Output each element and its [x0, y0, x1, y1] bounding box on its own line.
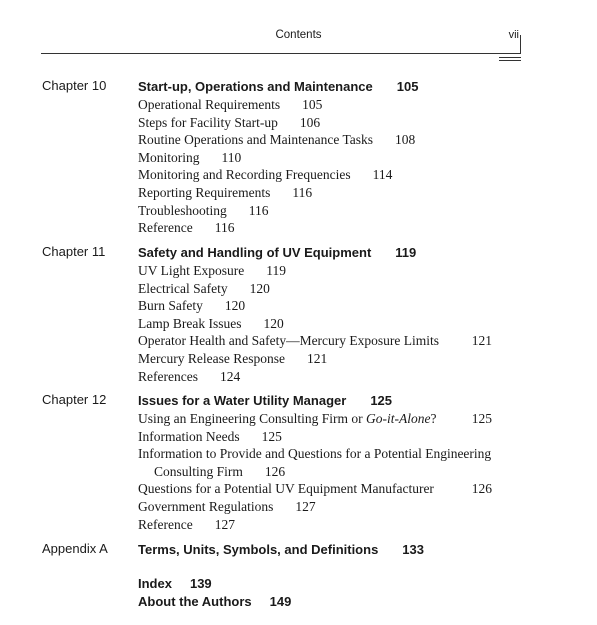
chapter-page-number: 125 — [370, 393, 393, 408]
toc-entry-text: Operational Requirements — [138, 97, 281, 112]
toc-entry-suffix: ? — [430, 411, 437, 426]
toc-entry[interactable] — [138, 297, 528, 315]
chapter-label: Chapter 11 — [42, 244, 106, 259]
back-matter-text: Index — [138, 576, 172, 591]
toc-entry[interactable] — [138, 184, 528, 202]
toc-entry[interactable] — [138, 166, 528, 184]
toc-entry[interactable] — [138, 445, 528, 463]
toc-entry[interactable] — [138, 480, 528, 498]
toc-entry-text: Monitoring — [138, 149, 200, 165]
toc-entry-page: 110 — [221, 149, 242, 165]
toc-entry[interactable] — [138, 410, 528, 428]
toc-index-entry[interactable] — [138, 575, 291, 593]
toc-entry-text: Routine Operations and Maintenance Tasks — [138, 132, 373, 148]
header-rule — [41, 53, 521, 54]
toc-entry[interactable] — [138, 498, 528, 516]
toc-entry[interactable] — [138, 149, 528, 167]
running-header-title: Contents — [275, 29, 322, 41]
toc-entry-text: Government Regulations — [138, 498, 274, 514]
appendix-title[interactable] — [138, 541, 528, 559]
toc-entry-text: Lamp Break Issues — [138, 315, 242, 331]
appendix-title-text: Terms, Units, Symbols, and Definitions — [138, 542, 379, 557]
toc-entry-continuation[interactable] — [138, 463, 528, 481]
chapter-title[interactable] — [138, 244, 528, 262]
toc-entry-page: 126 — [471, 481, 492, 497]
chapter-title-text: Issues for a Water Utility Manager — [138, 393, 347, 408]
toc-entry-text: Mercury Release Response — [138, 350, 285, 366]
running-header-page-number: vii — [508, 29, 519, 41]
toc-entry-text: Troubleshooting — [138, 202, 227, 218]
toc-entry-text: Information to Provide and Questions for a Potential Engineering — [138, 446, 492, 462]
back-matter-text: About the Authors — [138, 593, 252, 609]
toc-entry-page: 119 — [266, 263, 286, 278]
toc-entry-page: 121 — [306, 350, 328, 366]
toc-entry[interactable] — [138, 202, 528, 220]
toc-entry[interactable] — [138, 262, 528, 280]
chapter-title[interactable] — [138, 78, 528, 96]
toc-entry-page: 125 — [261, 428, 282, 444]
toc-entry-text: Information Needs — [138, 428, 240, 444]
toc-entry-text: Electrical Safety — [138, 280, 228, 296]
toc-entry-text: Operator Health and Safety—Mercury Exposure Limits — [138, 333, 440, 349]
toc-about-authors-entry[interactable] — [138, 593, 291, 611]
chapter-title-text: Start-up, Operations and Maintenance — [138, 79, 373, 94]
toc-back-matter — [138, 575, 291, 610]
toc-entry-text: Reporting Requirements — [138, 184, 271, 200]
toc-entry[interactable] — [138, 368, 528, 386]
toc-entry[interactable] — [138, 114, 528, 132]
chapter-title[interactable] — [138, 392, 528, 410]
toc-entry-text: Reference — [138, 220, 193, 236]
toc-entry-page: 120 — [224, 298, 246, 314]
header-double-rule-bottom — [499, 60, 521, 61]
toc-entry[interactable] — [138, 315, 528, 333]
toc-entry[interactable] — [138, 280, 528, 298]
toc-entry-text: Burn Safety — [138, 298, 203, 314]
toc-entry[interactable] — [138, 131, 528, 149]
toc-entry-page: 116 — [214, 220, 235, 236]
toc-entry-page: 120 — [263, 315, 284, 331]
toc-entry[interactable] — [138, 428, 528, 446]
toc-entry-text: Monitoring and Recording Frequencies — [138, 167, 351, 183]
toc-entry-text: References — [138, 368, 198, 384]
toc-entry-page: 108 — [395, 132, 416, 148]
toc-entry-page: 127 — [295, 498, 316, 514]
toc-entry-text: Using an Engineering Consulting Firm or — [138, 411, 366, 426]
toc-entry-text: Consulting Firm — [154, 463, 243, 479]
header-vertical-rule — [520, 35, 521, 54]
chapter-page-number: 105 — [396, 79, 419, 94]
back-matter-page: 139 — [189, 576, 212, 591]
toc-entry-page: 127 — [214, 516, 235, 532]
toc-entry[interactable] — [138, 516, 528, 534]
back-matter-page: 149 — [269, 593, 292, 609]
toc-entry-text: Reference — [138, 516, 193, 532]
toc-entry-page: 125 — [471, 411, 492, 426]
appendix-page-number: 133 — [402, 542, 424, 557]
toc-entry[interactable] — [138, 350, 528, 368]
toc-entry[interactable] — [138, 332, 528, 350]
chapter-page-number: 119 — [395, 245, 417, 260]
chapter-label: Chapter 10 — [42, 78, 107, 93]
toc-entry-page: 106 — [299, 114, 321, 130]
toc-entry-page: 105 — [302, 97, 323, 112]
toc-entry-page: 116 — [248, 202, 269, 218]
chapter-label: Chapter 12 — [42, 392, 107, 407]
toc-entry[interactable] — [138, 219, 528, 237]
toc-entry-text: Questions for a Potential UV Equipment Manufacturer — [138, 481, 434, 497]
chapter-title-text: Safety and Handling of UV Equipment — [138, 245, 372, 260]
toc-entry[interactable] — [138, 96, 528, 114]
toc-entry-page: 126 — [264, 463, 286, 479]
toc-entry-text: UV Light Exposure — [138, 263, 245, 278]
toc-entry-page: 120 — [249, 280, 270, 296]
appendix-label: Appendix A — [42, 541, 108, 556]
toc-entry-page: 124 — [219, 368, 241, 384]
header-double-rule-top — [499, 57, 521, 58]
toc-entry-page: 114 — [372, 167, 393, 183]
toc-entry-page: 116 — [292, 184, 313, 200]
toc-entry-page: 121 — [471, 333, 492, 349]
toc-entry-text: Steps for Facility Start-up — [138, 114, 278, 130]
toc-entry-italic-text: Go-it-Alone — [365, 411, 431, 426]
